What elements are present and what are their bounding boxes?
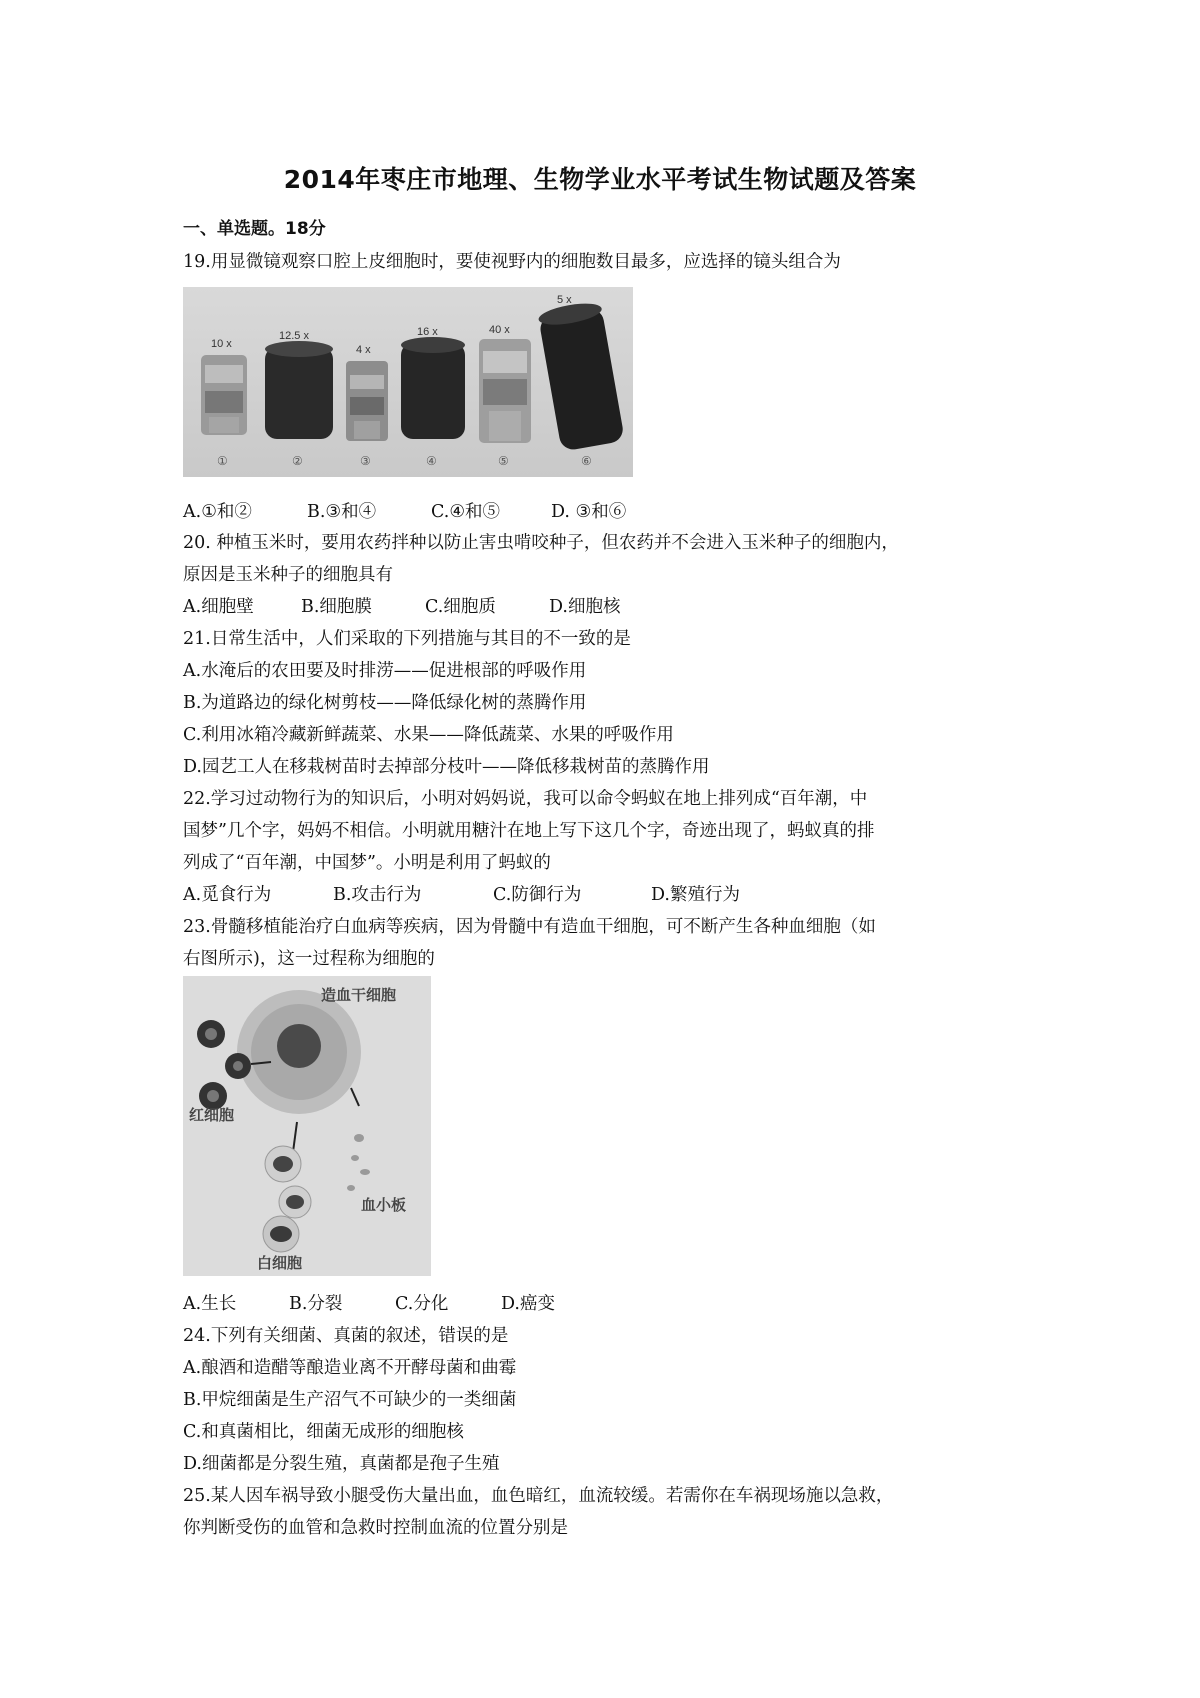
question-21-stem: 21.日常生活中，人们采取的下列措施与其目的不一致的是: [183, 629, 631, 649]
lens-5: [479, 339, 531, 443]
option-a: A.①和②: [183, 502, 252, 522]
label-platelet: 血小板: [361, 1196, 407, 1214]
question-24-stem: 24.下列有关细菌、真菌的叙述，错误的是: [183, 1326, 509, 1346]
mag-label-1: 10 x: [211, 338, 232, 350]
page-title: 2014年枣庄市地理、生物学业水平考试生物试题及答案: [283, 165, 917, 194]
question-21-option-a: A.水淹后的农田要及时排涝——促进根部的呼吸作用: [183, 661, 587, 681]
label-white-cell: 白细胞: [257, 1254, 303, 1272]
mag-label-3: 4 x: [356, 344, 371, 356]
question-22-stem-3: 列成了“百年潮，中国梦”。小明是利用了蚂蚁的: [183, 853, 551, 873]
mag-label-2: 12.5 x: [279, 330, 309, 342]
section-heading: 一、单选题。18分: [183, 219, 326, 239]
lens-6: [537, 300, 625, 452]
label-stem-cell: 造血干细胞: [321, 986, 397, 1004]
question-23-stem-1: 23.骨髓移植能治疗白血病等疾病，因为骨髓中有造血干细胞，可不断产生各种血细胞（如: [183, 917, 876, 937]
option-c: C.分化: [395, 1294, 449, 1314]
question-25-stem-2: 你判断受伤的血管和急救时控制血流的位置分别是: [183, 1518, 568, 1538]
stem-cell: [237, 990, 361, 1114]
question-24-option-a: A.酿酒和造醋等酿造业离不开酵母菌和曲霉: [183, 1358, 517, 1378]
white-cells: [263, 1146, 311, 1252]
question-23-options: [183, 1290, 555, 1315]
question-21-option-d: D.园艺工人在移栽树苗时去掉部分枝叶——降低移栽树苗的蒸腾作用: [183, 757, 710, 777]
question-21-option-b: B.为道路边的绿化树剪枝——降低绿化树的蒸腾作用: [183, 693, 587, 713]
mag-label-6: 5 x: [557, 294, 572, 306]
question-19-stem: 19.用显微镜观察口腔上皮细胞时，要使视野内的细胞数目最多，应选择的镜头组合为: [183, 252, 841, 272]
question-20-stem-2: 原因是玉米种子的细胞具有: [183, 565, 393, 585]
lens-3: [346, 361, 388, 441]
option-b: B.③和④: [307, 502, 377, 522]
question-21-option-c: C.利用冰箱冷藏新鲜蔬菜、水果——降低蔬菜、水果的呼吸作用: [183, 725, 674, 745]
question-24-option-b: B.甲烷细菌是生产沼气不可缺少的一类细菌: [183, 1390, 517, 1410]
option-a: A.生长: [183, 1294, 237, 1314]
option-d: D.繁殖行为: [651, 885, 740, 905]
option-b: B.细胞膜: [301, 597, 372, 617]
question-25-stem-1: 25.某人因车祸导致小腿受伤大量出血，血色暗红，血流较缓。若需你在车祸现场施以急救，: [183, 1486, 894, 1506]
option-a: A.细胞壁: [183, 597, 254, 617]
question-24-option-d: D.细菌都是分裂生殖，真菌都是孢子生殖: [183, 1454, 500, 1474]
lens-number-3: ③: [360, 454, 371, 468]
lens-number-5: ⑤: [498, 454, 509, 468]
lens-2: [265, 341, 333, 439]
option-c: C.防御行为: [493, 885, 582, 905]
option-c: C.④和⑤: [431, 502, 501, 522]
blood-cell-differentiation-figure: [183, 976, 431, 1276]
option-d: D. ③和⑥: [551, 502, 627, 522]
option-b: B.分裂: [289, 1294, 343, 1314]
question-24-option-c: C.和真菌相比，细菌无成形的细胞核: [183, 1422, 464, 1442]
lens-4: [401, 337, 465, 439]
mag-label-5: 40 x: [489, 324, 510, 336]
question-20-options: [183, 593, 620, 618]
mag-label-4: 16 x: [417, 326, 438, 338]
question-20-stem-1: 20. 种植玉米时，要用农药拌种以防止害虫啃咬种子，但农药并不会进入玉米种子的细胞内，: [183, 533, 899, 553]
question-19-options: [183, 498, 626, 523]
question-23-stem-2: 右图所示)，这一过程称为细胞的: [183, 949, 435, 969]
option-c: C.细胞质: [425, 597, 496, 617]
lens-number-4: ④: [426, 454, 437, 468]
option-a: A.觅食行为: [183, 885, 272, 905]
question-22-stem-2: 国梦”几个字，妈妈不相信。小明就用糖汁在地上写下这几个字，奇迹出现了，蚂蚁真的排: [183, 821, 875, 841]
question-22-options: [183, 881, 740, 906]
lens-number-6: ⑥: [581, 454, 592, 468]
question-22-stem-1: 22.学习过动物行为的知识后，小明对妈妈说，我可以命令蚂蚁在地上排列成“百年潮，中: [183, 789, 868, 809]
option-b: B.攻击行为: [333, 885, 422, 905]
label-red-cell: 红细胞: [189, 1106, 235, 1124]
lens-number-2: ②: [292, 454, 303, 468]
lens-number-1: ①: [217, 454, 228, 468]
platelets: [347, 1134, 370, 1191]
option-d: D.细胞核: [549, 597, 621, 617]
microscope-lens-figure: [183, 287, 633, 477]
lens-1: [201, 355, 247, 435]
option-d: D.癌变: [501, 1294, 555, 1314]
